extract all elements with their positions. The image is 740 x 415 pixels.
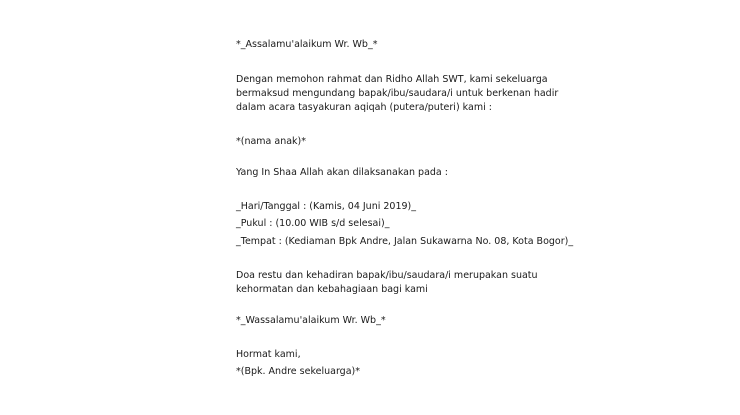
greeting: *_Assalamu'alaikum Wr. Wb_* [236,39,378,50]
event-date: _Hari/Tanggal : (Kamis, 04 Juni 2019)_ [236,201,417,212]
closing-line-2: kehormatan dan kebahagiaan bagi kami [236,284,428,295]
closing-line-1: Doa restu dan kehadiran bapak/ibu/saudara/i merupakan suatu [236,270,538,281]
sign-off: Hormat kami, [236,349,301,360]
child-name: *(nama anak)* [236,136,307,147]
event-time: _Pukul : (10.00 WIB s/d selesai)_ [236,218,390,229]
signature: *(Bpk. Andre sekeluarga)* [236,366,360,377]
event-place: _Tempat : (Kediaman Bpk Andre, Jalan Sukawarna No. 08, Kota Bogor)_ [236,236,574,247]
intro-line-1: Dengan memohon rahmat dan Ridho Allah SWT, kami sekeluarga [236,74,548,85]
intro-line-2: bermaksud mengundang bapak/ibu/saudara/i untuk berkenan hadir [236,88,559,99]
schedule-intro: Yang In Shaa Allah akan dilaksanakan pada : [236,167,448,178]
farewell: *_Wassalamu'alaikum Wr. Wb_* [236,315,386,326]
intro-line-3: dalam acara tasyakuran aqiqah (putera/puteri) kami : [236,102,492,113]
